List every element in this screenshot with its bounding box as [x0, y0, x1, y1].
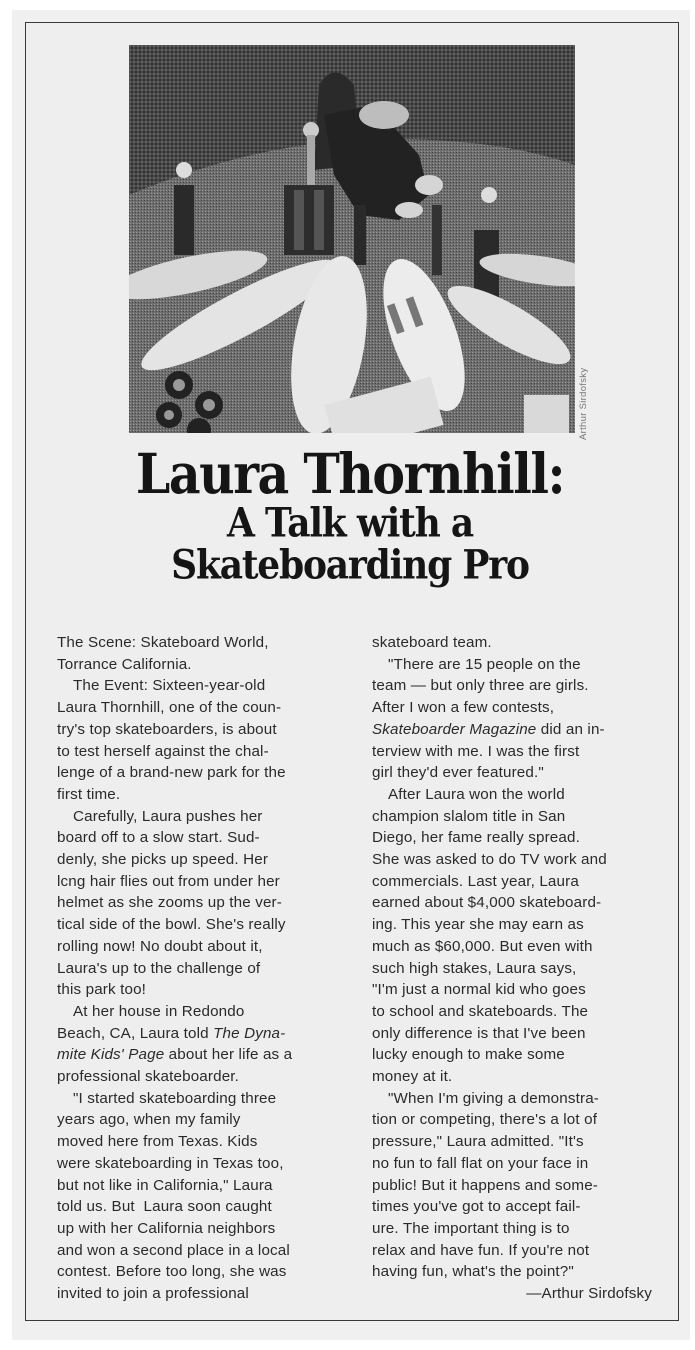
article-line: first time.: [57, 785, 121, 803]
article-line: Beach, CA, Laura told The Dyna-: [57, 1024, 286, 1042]
headline-line-1: Laura Thornhill:: [135, 441, 565, 507]
article-line: terview with me. I was the first: [372, 742, 580, 760]
article-line: money at it.: [372, 1068, 453, 1086]
article-line: girl they'd ever featured.": [372, 764, 544, 782]
article-line: tical side of the bowl. She's really: [57, 916, 286, 934]
article-column-right: [372, 632, 662, 1305]
article-line: relax and have fun. If you're not: [372, 1241, 590, 1259]
article-line: invited to join a professional: [57, 1285, 249, 1303]
article-line: lucky enough to make some: [372, 1046, 565, 1064]
article-line: public! But it happens and some-: [372, 1176, 598, 1194]
article-headline: [100, 441, 600, 589]
italic-title: The Dyna-: [213, 1024, 286, 1042]
article-line: helmet as she zooms up the ver-: [57, 894, 282, 912]
article-line: years ago, when my family: [57, 1111, 241, 1129]
article-line: At her house in Redondo: [73, 1002, 245, 1020]
article-line: told us. But Laura soon caught: [57, 1198, 272, 1216]
article-line: moved here from Texas. Kids: [57, 1133, 258, 1151]
article-line: tion or competing, there's a lot of: [372, 1111, 598, 1129]
article-line: earned about $4,000 skateboard-: [372, 894, 602, 912]
article-column-left: [57, 632, 357, 1305]
article-line: Carefully, Laura pushes her: [73, 807, 263, 825]
article-line: "When I'm giving a demonstra-: [388, 1089, 600, 1107]
article-line: denly, she picks up speed. Her: [57, 851, 269, 869]
headline-line-3: Skateboarding Pro: [171, 541, 529, 589]
article-line: The Event: Sixteen-year-old: [73, 677, 266, 695]
article-line: Laura Thornhill, one of the coun-: [57, 699, 282, 717]
article-line: She was asked to do TV work and: [372, 851, 607, 869]
article-line: Laura's up to the challenge of: [57, 959, 261, 977]
article-line: champion slalom title in San: [372, 807, 566, 825]
article-line: only difference is that I've been: [372, 1024, 586, 1042]
article-line: professional skateboarder.: [57, 1068, 240, 1086]
article-line: lcng hair flies out from under her: [57, 872, 280, 890]
article-line: much as $60,000. But even with: [372, 937, 593, 955]
article-line: ure. The important thing is to: [372, 1219, 570, 1237]
article-line: no fun to fall flat on your face in: [372, 1154, 589, 1172]
article-line: rolling now! No doubt about it,: [57, 937, 263, 955]
article-line: contest. Before too long, she was: [57, 1263, 287, 1281]
article-line: After Laura won the world: [388, 785, 565, 803]
article-line: team — but only three are girls.: [372, 677, 589, 695]
article-line: lenge of a brand-new park for the: [57, 764, 286, 782]
article-line: having fun, what's the point?": [372, 1263, 574, 1281]
article-line: "There are 15 people on the: [388, 655, 581, 673]
byline: —Arthur Sirdofsky: [526, 1285, 652, 1303]
photo-credit: Arthur Sirdofsky: [578, 367, 589, 440]
italic-title: mite Kids' Page: [57, 1046, 165, 1064]
article-line: this park too!: [57, 981, 147, 999]
article-line: Torrance California.: [57, 655, 192, 673]
article-line: ing. This year she may earn as: [372, 916, 584, 934]
article-line: times you've got to accept fail-: [372, 1198, 581, 1216]
article-line: commercials. Last year, Laura: [372, 872, 579, 890]
italic-title: Skateboarder Magazine: [372, 720, 537, 738]
article-line: mite Kids' Page about her life as a: [57, 1046, 293, 1064]
article-line: such high stakes, Laura says,: [372, 959, 577, 977]
article-line: Diego, her fame really spread.: [372, 829, 580, 847]
article-line: After I won a few contests,: [372, 699, 555, 717]
article-line: skateboard team.: [372, 634, 492, 651]
article-line: "I'm just a normal kid who goes: [372, 981, 586, 999]
headline-line-2: A Talk with a: [226, 499, 473, 547]
article-line: The Scene: Skateboard World,: [57, 634, 269, 651]
article-line: try's top skateboarders, is about: [57, 720, 277, 738]
article-line: "I started skateboarding three: [73, 1089, 277, 1107]
article-line: to test herself against the chal-: [57, 742, 269, 760]
article-line: up with her California neighbors: [57, 1219, 276, 1237]
article-line: board off to a slow start. Sud-: [57, 829, 260, 847]
article-line: and won a second place in a local: [57, 1241, 290, 1259]
photo-laura-with-trophies-icon: [129, 45, 575, 433]
article-line: were skateboarding in Texas too,: [57, 1154, 284, 1172]
article-photo: [129, 45, 575, 433]
article-line: to school and skateboards. The: [372, 1002, 589, 1020]
article-line: but not like in California," Laura: [57, 1176, 273, 1194]
article-line: pressure," Laura admitted. "It's: [372, 1133, 584, 1151]
article-line: Skateboarder Magazine did an in-: [372, 720, 605, 738]
